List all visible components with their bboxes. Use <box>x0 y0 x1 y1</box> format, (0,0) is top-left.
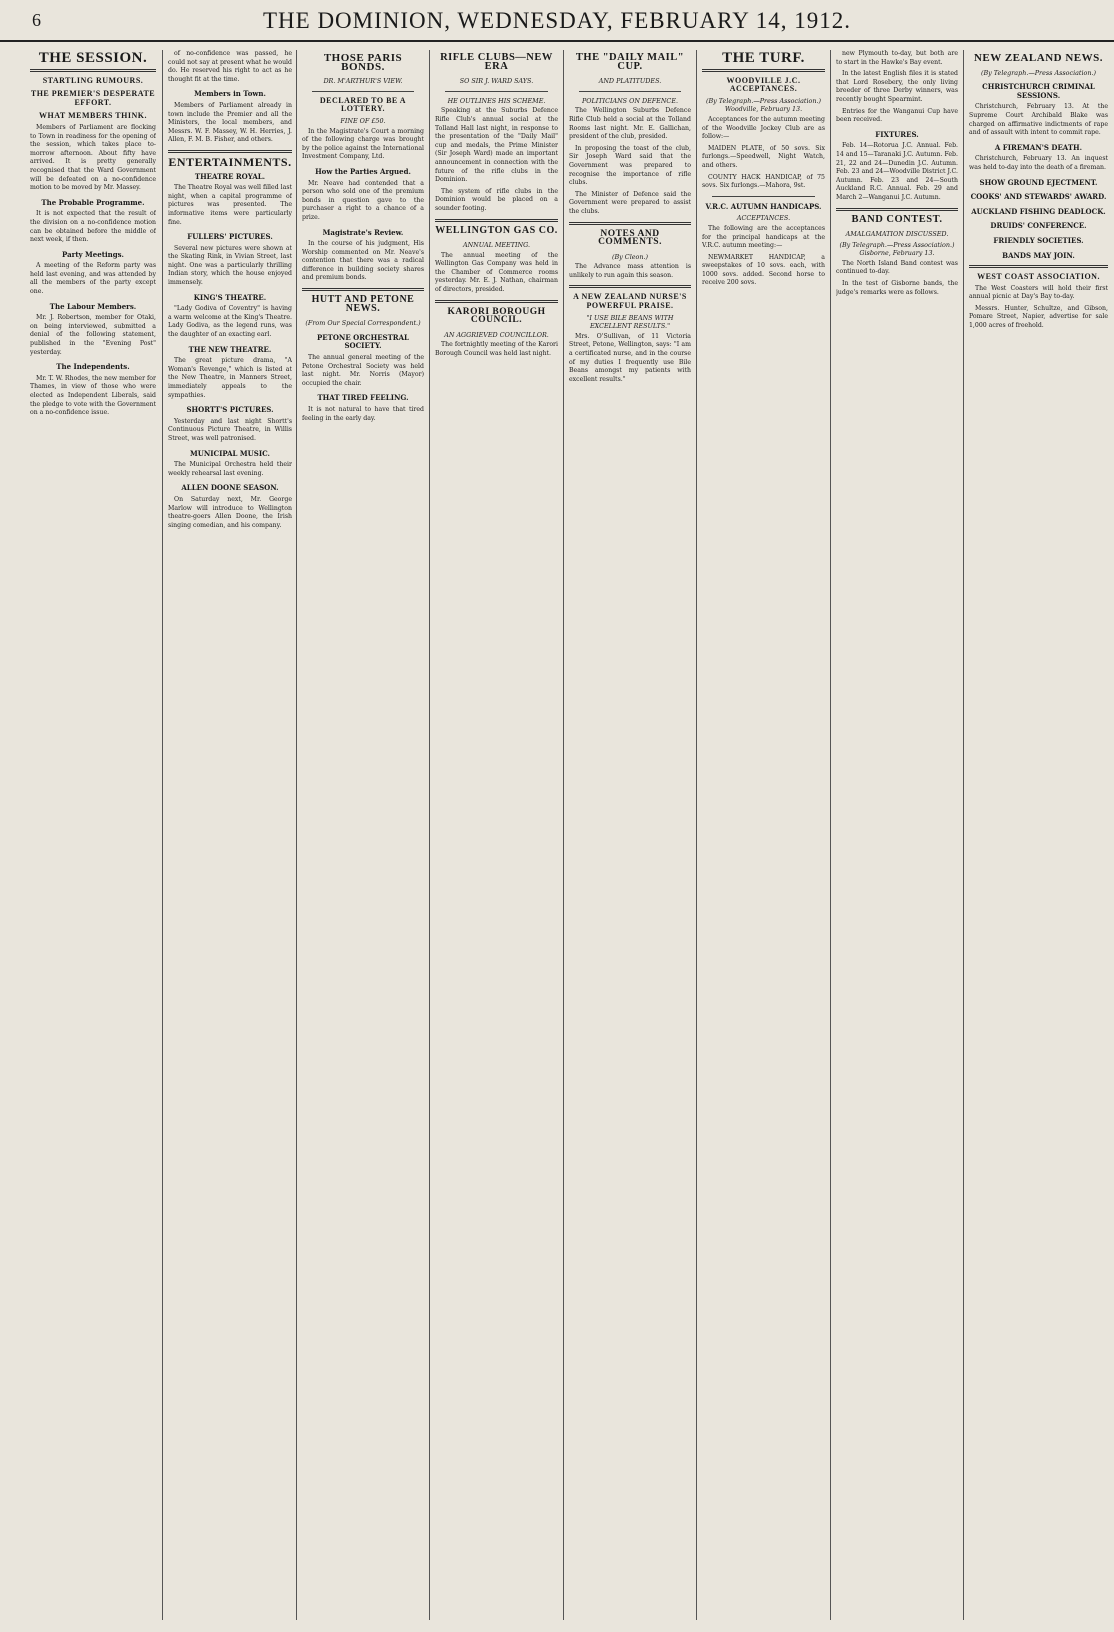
headline-nz-news: NEW ZEALAND NEWS. <box>973 52 1104 64</box>
article-paragraph: "Lady Godiva of Coventry" is having a warm welcome at the King's Theatre. Lady Godiva, as the legend runs, was the daughter of an exacting earl. <box>168 305 292 339</box>
column-2 <box>168 50 292 1620</box>
section-heading: SHORTT'S PICTURES. <box>186 405 274 415</box>
section-heading: THAT TIRED FEELING. <box>317 393 409 403</box>
section-heading: FIXTURES. <box>875 129 919 139</box>
section-heading: WEST COAST ASSOCIATION. <box>977 272 1100 282</box>
article-paragraph: A meeting of the Reform party was held last evening, and was attended by all the members of the party except one. <box>30 262 156 296</box>
article-paragraph: In the latest English files it is stated that Lord Rosebery, the only living breeder of three Derby winners, was recently bought Spearmint. <box>836 70 958 103</box>
section-heading: COOKS' AND STEWARDS' AWARD. <box>970 192 1107 202</box>
column-5 <box>569 50 691 1620</box>
column-6 <box>702 50 825 1620</box>
article-paragraph: The annual general meeting of the Petone Orchestral Society was held last night. Mr. Norris (Mayor) occupied the chair. <box>302 354 424 387</box>
subhead: AND PLATITUDES. <box>598 77 662 86</box>
article-paragraph: Speaking at the Suburbs Defence Rifle Club's annual social at the Tolland Hall last night, in response to the presentation of the "Daily Mail" cup and medals, the Prime Minister (Sir Joseph Ward) made an important announcement in connection with the future of the rifle clubs in the Dominion. <box>435 107 558 184</box>
fixtures-list: Feb. 14—Rotorua J.C. Annual. Feb. 14 and 15—Taranaki J.C. Autumn. Feb. 21, 22 and 24—Dunedin J.C. Autumn. Feb. 23 and 24—Woodville District J.C. Autumn. Feb. 23 and 24—South Auckland R.C. Annual. Feb. 29 and March 2—Wanganui J.C. Autumn. <box>836 142 958 201</box>
article-paragraph: Messrs. Hunter, Schultze, and Gibson, Pomare Street, Napier, advertise for sale 1,000 acres of freehold. <box>969 304 1108 330</box>
column-rule <box>830 50 831 1620</box>
headline-entertainments: ENTERTAINMENTS. <box>168 154 292 169</box>
article-paragraph: In the Magistrate's Court a morning of the following charge was brought by the police against the International Investment Company, Ltd. <box>302 127 424 161</box>
headline-the-session: THE SESSION. <box>38 50 148 66</box>
subhead: HE OUTLINES HIS SCHEME. <box>447 96 546 105</box>
subhead: DR. M'ARTHUR'S VIEW. <box>323 77 403 86</box>
article-paragraph: MAIDEN PLATE, of 50 sovs. Six furlongs.—Speedwell, Night Watch, and others. <box>702 144 825 169</box>
page-number: 6 <box>32 10 41 30</box>
section-heading: How the Parties Argued. <box>315 166 411 176</box>
subhead: STARTLING RUMOURS. <box>42 75 144 85</box>
headline-paris-bonds: THOSE PARIS BONDS. <box>323 52 403 73</box>
subhead: THE PREMIER'S DESPERATE EFFORT. <box>30 89 156 107</box>
section-heading: FRIENDLY SOCIETIES. <box>993 235 1084 245</box>
section-heading: SHOW GROUND EJECTMENT. <box>979 177 1098 187</box>
subhead: (By Telegraph.—Press Association.) Gisborne, February 13. <box>839 240 955 258</box>
article-paragraph: Yesterday and last night Shortt's Continuous Picture Theatre, in Willis Street, was well patronised. <box>168 417 292 442</box>
subhead: (By Telegraph.—Press Association.) <box>980 68 1097 77</box>
subhead: ANNUAL MEETING. <box>462 241 531 250</box>
headline-karori-council: KARORI BOROUGH COUNCIL. <box>447 306 546 326</box>
section-heading: THE NEW THEATRE. <box>188 344 272 354</box>
article-paragraph: Christchurch, February 13. An inquest was held to-day into the death of a fireman. <box>969 155 1108 171</box>
headline-daily-mail-cup: THE "DAILY MAIL" CUP. <box>575 52 685 72</box>
column-4 <box>435 50 558 1620</box>
column-rule <box>963 50 964 1620</box>
article-paragraph: Christchurch, February 13. At the Supreme Court Archibald Blake was charged on affirmative indictments of rape and of assault with intent to commit rape. <box>969 103 1108 137</box>
subhead: DECLARED TO BE A LOTTERY. <box>319 95 407 114</box>
article-paragraph: In the test of Gisborne bands, the judge's remarks were as follows. <box>836 280 958 296</box>
article-paragraph: Entries for the Wanganui Cup have been received. <box>836 107 958 124</box>
section-heading: THEATRE ROYAL. <box>194 171 266 181</box>
article-paragraph: The Advance mass attention is unlikely to run again this season. <box>569 263 691 279</box>
article-paragraph: The fortnightly meeting of the Karori Borough Council was held last night. <box>435 341 558 358</box>
article-paragraph: It is not natural to have that tired feeling in the early day. <box>302 406 424 422</box>
headline-notes-comments: NOTES AND COMMENTS. <box>598 228 662 248</box>
section-heading: Members in Town. <box>194 89 266 99</box>
article-paragraph: The Theatre Royal was well filled last night, when a capital programme of pictures was presented. The informative items were particularly fine. <box>168 184 292 226</box>
headline-wellington-gas: WELLINGTON GAS CO. <box>435 224 558 236</box>
article-paragraph: Mr. J. Robertson, member for Otaki, on being interviewed, submitted a denial of the following statement, published in the "Evening Post" yesterday. <box>30 314 156 356</box>
advert-headline: A NEW ZEALAND NURSE'S POWERFUL PRAISE. <box>573 292 687 311</box>
subhead: (By Cleon.) <box>611 252 649 261</box>
article-paragraph: The Wellington Suburbs Defence Rifle Club held a social at the Tolland Rooms last night. Mr. E. Gallichan, president of the club, presided. <box>569 107 691 141</box>
article-paragraph: Members of Parliament are flocking to Town in readiness for the opening of the session, which takes place to-morrow afternoon. About fifty have arrived. It is pretty generally recognised that the Ward Government will be defeated on a no-confidence motion to be moved by Mr. Massey. <box>30 123 156 192</box>
section-heading: V.R.C. AUTUMN HANDICAPS. <box>705 201 822 211</box>
subhead: AN AGGRIEVED COUNCILLOR. <box>444 330 549 339</box>
column-3 <box>302 50 424 1620</box>
advert-subhead: "I USE BILE BEANS WITH EXCELLENT RESULTS." <box>586 313 674 331</box>
column-7 <box>836 50 958 1620</box>
subhead: WHAT MEMBERS THINK. <box>39 111 147 121</box>
section-heading: BANDS MAY JOIN. <box>1002 250 1075 260</box>
subhead: WOODVILLE J.C. ACCEPTANCES. <box>726 75 801 94</box>
article-paragraph: Members of Parliament already in town include the Premier and all the Ministers, the local members, and Messrs. W. F. Massey, W. H. Herries, J. Allen, F. M. B. Fisher, and others. <box>168 101 292 144</box>
subhead: SO SIR J. WARD SAYS. <box>459 77 534 86</box>
headline-rifle-clubs: RIFLE CLUBS—NEW ERA <box>440 52 553 72</box>
article-paragraph: In proposing the toast of the club, Sir Joseph Ward said that the Government was prepared to recognise the importance of rifle clubs. <box>569 144 691 187</box>
subhead: (By Telegraph.—Press Association.) Woodville, February 13. <box>705 96 822 114</box>
section-heading: The Probable Programme. <box>41 197 145 207</box>
column-rule <box>162 50 163 1620</box>
section-heading: The Labour Members. <box>49 301 137 311</box>
article-paragraph: The system of rifle clubs in the Dominion would be placed on a sounder footing. <box>435 187 558 212</box>
article-paragraph: Mr. Neave had contended that a person who sold one of the premium bonds in question gave to the purchaser a right to a chance of a prize. <box>302 179 424 221</box>
article-paragraph: The annual meeting of the Wellington Gas Company was held in the Chamber of Commerce rooms yesterday. Mr. E. J. Nathan, chairman of directors, presided. <box>435 251 558 294</box>
subhead: POLITICIANS ON DEFENCE. <box>581 96 679 105</box>
section-heading: PETONE ORCHESTRAL SOCIETY. <box>317 332 409 351</box>
section-heading: DRUIDS' CONFERENCE. <box>990 221 1087 231</box>
section-heading: The Independents. <box>56 362 130 372</box>
article-paragraph: NEWMARKET HANDICAP, a sweepstakes of 10 sovs. each, with 1000 sovs. added. Second horse to receive 200 sovs. <box>702 253 825 287</box>
subhead: FINE OF £50. <box>340 116 386 125</box>
article-paragraph: The great picture drama, "A Woman's Revenge," which is listed at the New Theatre, in Manners Street, immediately appeals to the sympathies. <box>168 357 292 399</box>
article-paragraph: In the course of his judgment, His Worship commented on Mr. Neave's contention that there was a radical difference in building society shares and premium bonds. <box>302 240 424 282</box>
headline-the-turf: THE TURF. <box>722 50 805 66</box>
article-paragraph: of no-confidence was passed, he could not say at present what he would do. He reserved his right to act as he thought fit at the time. <box>168 50 292 83</box>
section-heading: FULLERS' PICTURES. <box>187 232 273 242</box>
column-8 <box>969 50 1108 1620</box>
subhead: ACCEPTANCES. <box>736 214 791 223</box>
section-heading: Party Meetings. <box>62 249 124 259</box>
article-paragraph: The following are the acceptances for the principal handicaps at the V.R.C. autumn meeting:— <box>702 224 825 250</box>
section-heading: Magistrate's Review. <box>322 227 404 237</box>
article-paragraph: Mr. T. W. Rhodes, the new member for Thames, in view of those who were elected as Independent Liberals, said the pledge to vote with the Government on a no-confidence issue. <box>30 374 156 417</box>
article-paragraph: The West Coasters will hold their first annual picnic at Day's Bay to-day. <box>969 284 1108 301</box>
column-rule <box>296 50 297 1620</box>
section-heading: A FIREMAN'S DEATH. <box>994 142 1083 152</box>
advert-paragraph: Mrs. O'Sullivan, of 11 Victoria Street, Petone, Wellington, says: "I am a certificated nurse, and in the course of my duties I frequently use Bile Beans amongst my patients with excellent results." <box>569 332 691 383</box>
section-heading: MUNICIPAL MUSIC. <box>190 448 270 458</box>
article-paragraph: The Minister of Defence said the Government were prepared to assist the clubs. <box>569 190 691 215</box>
section-heading: ALLEN DOONE SEASON. <box>181 483 279 493</box>
subhead: AMALGAMATION DISCUSSED. <box>845 230 949 239</box>
article-paragraph: The Municipal Orchestra held their weekly rehearsal last evening. <box>168 461 292 477</box>
column-rule <box>696 50 697 1620</box>
column-1 <box>30 50 156 1620</box>
article-paragraph: COUNTY HACK HANDICAP, of 75 sovs. Six furlongs.—Mahora, 9st. <box>702 173 825 190</box>
article-paragraph: Acceptances for the autumn meeting of the Woodville Jockey Club are as follow:— <box>702 115 825 141</box>
headline-band-contest: BAND CONTEST. <box>851 213 943 225</box>
article-paragraph: new Plymouth to-day, but both are to start in the Hawke's Bay event. <box>836 50 958 66</box>
section-heading: AUCKLAND FISHING DEADLOCK. <box>971 206 1106 216</box>
section-heading: KING'S THEATRE. <box>193 292 267 302</box>
article-paragraph: On Saturday next, Mr. George Marlow will introduce to Wellington theatre-goers Allen Doone, the Irish singing comedian, and his company. <box>168 495 292 529</box>
article-paragraph: Several new pictures were shown at the Skating Rink, in Vivian Street, last night. One was a particularly thrilling Indian story, which the house enjoyed immensely. <box>168 244 292 287</box>
subhead: (From Our Special Correspondent.) <box>305 319 421 328</box>
article-paragraph: It is not expected that the result of the division on a no-confidence motion can be obtained before the middle of next week, if then. <box>30 210 156 244</box>
columns <box>30 50 1108 1620</box>
masthead <box>0 0 1114 42</box>
newspaper-title: THE DOMINION, WEDNESDAY, FEBRUARY 14, 1912. <box>262 8 851 33</box>
headline-hutt-petone: HUTT AND PETONE NEWS. <box>311 294 415 314</box>
column-rule <box>563 50 564 1620</box>
section-heading: CHRISTCHURCH CRIMINAL SESSIONS. <box>982 82 1095 100</box>
article-paragraph: The North Island Band contest was continued to-day. <box>836 259 958 276</box>
column-rule <box>429 50 430 1620</box>
